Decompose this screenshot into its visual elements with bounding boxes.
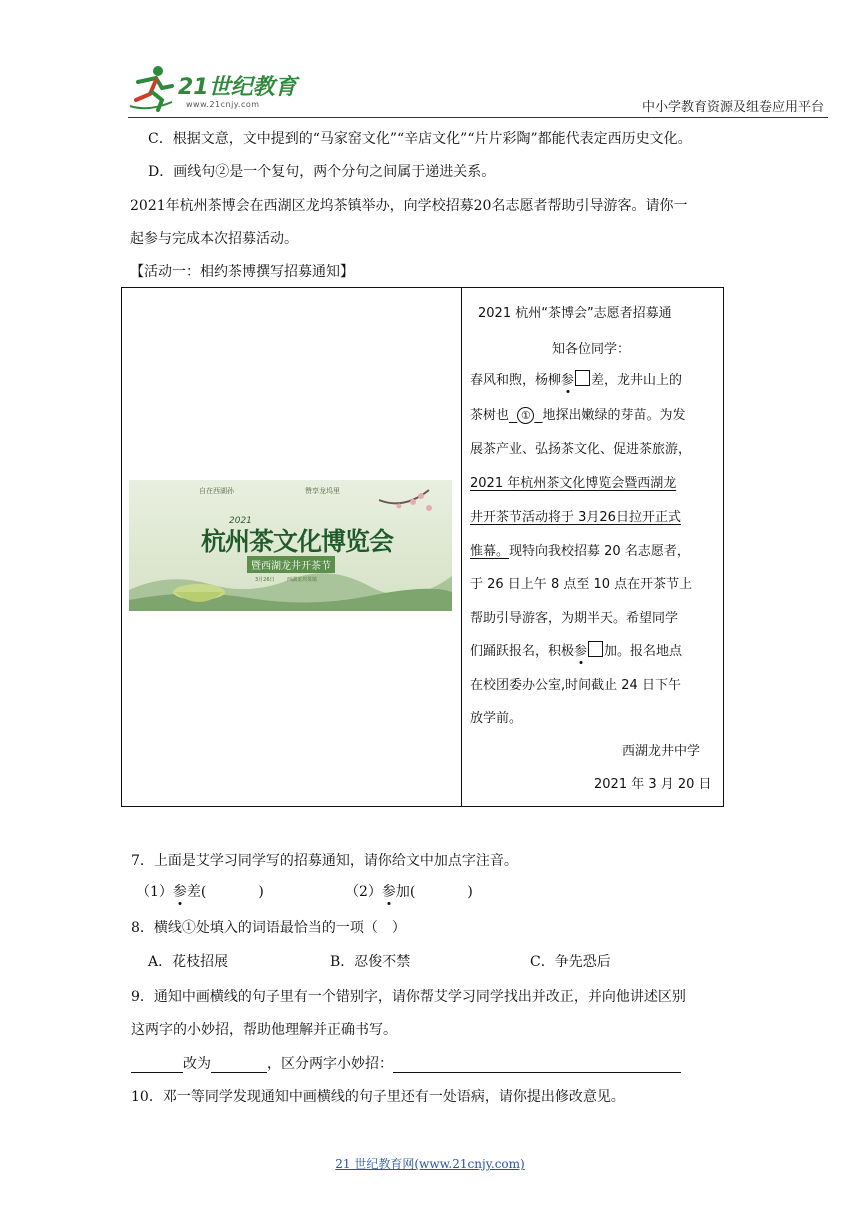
notice-text: 茶树也 bbox=[470, 408, 510, 423]
notice-line-11: 放学前。 bbox=[470, 711, 523, 726]
dotted-char: 参 bbox=[381, 884, 396, 900]
q9-fill-text: ，区分两字小妙招： bbox=[267, 1056, 393, 1072]
q7-1-word: 差( bbox=[186, 884, 207, 900]
notice-text-underlined: 惟幕。 bbox=[470, 544, 510, 559]
footer-link[interactable]: 21 世纪教育网(www.21cnjy.com) bbox=[335, 1157, 525, 1171]
banner-subtitle: 暨西湖龙井开茶节 bbox=[247, 556, 335, 573]
option-c: C．根据文意，文中提到的“马家窑文化”“辛店文化”“片片彩陶”都能代表定西历史文化。 bbox=[148, 131, 692, 147]
q7-2-word: 加( bbox=[395, 884, 416, 900]
notice-line-8: 帮助引导游客，为期半天。希望同学 bbox=[470, 611, 679, 626]
banner-place-note: 西湖龙坞茶镇 bbox=[287, 577, 318, 583]
q9-fill-text: 改为 bbox=[183, 1056, 211, 1072]
notice-date: 2021 年 3 月 20 日 bbox=[594, 777, 712, 792]
runner-logo-icon bbox=[128, 62, 174, 112]
notice-line-6 bbox=[470, 540, 690, 559]
notice-text: 差，龙井山上的 bbox=[591, 373, 683, 388]
banner-slogan-left: 自在西湖孙 bbox=[199, 487, 234, 495]
tip-blank[interactable] bbox=[393, 1058, 681, 1073]
header-divider bbox=[128, 117, 828, 118]
notice-greeting: 知各位同学： bbox=[552, 342, 631, 357]
banner-slogan-right: 赞享龙坞里 bbox=[305, 487, 340, 495]
table-divider bbox=[461, 287, 462, 807]
notice-line-3: 展茶产业、弘扬茶文化、促进茶旅游， bbox=[470, 442, 692, 457]
banner-date-note: 3月26日 bbox=[255, 577, 275, 583]
q7-2-close: ) bbox=[467, 884, 473, 900]
q8-option-c: C．争先恐后 bbox=[530, 954, 611, 970]
blank-box bbox=[575, 370, 590, 386]
q8-option-b: B．忍俊不禁 bbox=[330, 954, 411, 970]
notice-line-4: 2021 年杭州茶文化博览会暨西湖龙 bbox=[470, 476, 677, 491]
notice-text: 地探出嫩绿的芽苗。为发 bbox=[542, 408, 686, 423]
logo-title: 21世纪教育 bbox=[178, 75, 297, 100]
question-9-line-2: 这两字的小妙招，帮助他理解并正确书写。 bbox=[131, 1022, 397, 1038]
question-7-part-2 bbox=[345, 881, 473, 901]
blank-one bbox=[509, 408, 543, 423]
notice-line-2 bbox=[470, 404, 686, 424]
notice-signature: 西湖龙井中学 bbox=[622, 744, 701, 759]
option-d: D．画线句②是一个复句，两个分句之间属于递进关系。 bbox=[148, 164, 496, 180]
intro-line-2: 起参与完成本次招募活动。 bbox=[130, 231, 298, 247]
question-8: 8．横线①处填入的词语最恰当的一项（ ） bbox=[131, 920, 406, 936]
banner-main-title: 杭州茶文化博览会 bbox=[201, 527, 394, 556]
question-9-line-1: 9．通知中画横线的句子里有一个错别字，请你帮艾学习同学找出并改正，并向他讲述区别 bbox=[131, 989, 686, 1005]
dotted-char: 参 bbox=[574, 644, 588, 659]
q8-option-a: A．花枝招展 bbox=[148, 954, 229, 970]
q7-2-label: （2） bbox=[345, 884, 382, 900]
question-7: 7．上面是艾学习同学写的招募通知，请你给文中加点字注音。 bbox=[131, 853, 518, 869]
q7-1-label: （1） bbox=[136, 884, 173, 900]
notice-line-5: 井开茶节活动将于 3月26日拉开正式 bbox=[470, 510, 681, 525]
notice-line-10: 在校团委办公室,时间截止 24 日下午 bbox=[470, 678, 681, 693]
notice-text: 现特向我校招募 20 名志愿者， bbox=[509, 544, 690, 559]
site-logo bbox=[128, 62, 303, 118]
q7-1-close: ) bbox=[258, 884, 264, 900]
logo-url: www.21cnjy.com bbox=[186, 100, 260, 109]
question-9-fill bbox=[131, 1053, 681, 1073]
notice-line-1 bbox=[470, 369, 682, 388]
blank-box bbox=[588, 641, 603, 657]
question-7-part-1 bbox=[136, 881, 264, 901]
intro-line-1: 2021年杭州茶博会在西湖区龙坞茶镇举办，向学校招募20名志愿者帮助引导游客。请你一 bbox=[130, 198, 688, 214]
notice-text: 们踊跃报名，积极 bbox=[470, 644, 575, 659]
correct-char-blank[interactable] bbox=[211, 1058, 267, 1073]
notice-text: 加。报名地点 bbox=[604, 644, 683, 659]
notice-title: 2021 杭州“茶博会”志愿者招募通 bbox=[478, 306, 672, 321]
notice-line-7: 于 26 日上午 8 点至 10 点在开茶节上 bbox=[470, 577, 693, 592]
notice-text: 春风和煦，杨柳 bbox=[470, 373, 562, 388]
wrong-char-blank[interactable] bbox=[131, 1058, 183, 1073]
circle-number: ① bbox=[517, 407, 534, 424]
question-10: 10．邓一等同学发现通知中画横线的句子里还有一处语病，请你提出修改意见。 bbox=[131, 1089, 625, 1105]
expo-banner-image bbox=[129, 480, 452, 611]
activity-title: 【活动一：相约茶博撰写招募通知】 bbox=[130, 264, 354, 280]
dotted-char: 参 bbox=[561, 373, 575, 388]
notice-line-9 bbox=[470, 640, 682, 659]
dotted-char: 参 bbox=[172, 884, 187, 900]
platform-name: 中小学教育资源及组卷应用平台 bbox=[641, 100, 824, 115]
banner-year: 2021 bbox=[229, 516, 252, 526]
